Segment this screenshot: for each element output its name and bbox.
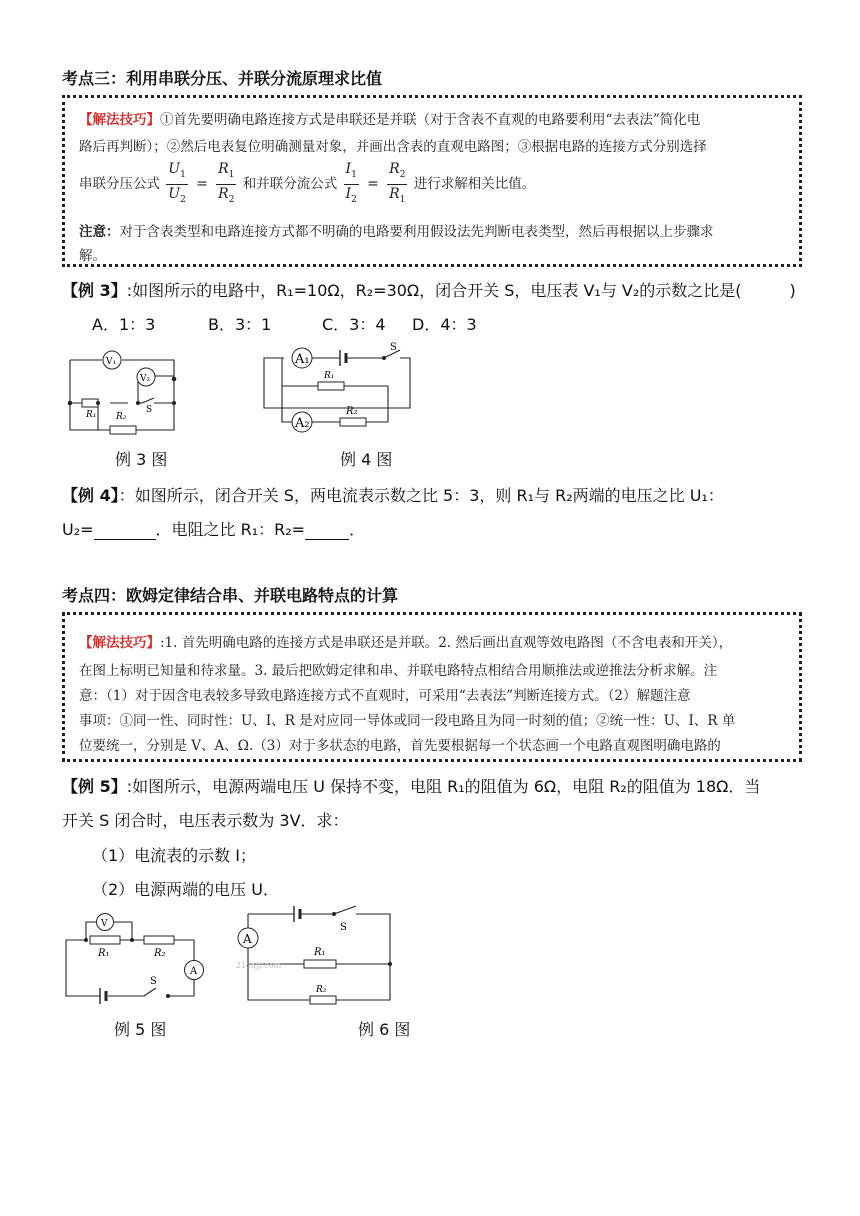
tip-line-3: 意：（1）对于因含电表较多导致电路连接方式不直观时，可采用“去表法”判断连接方式。（2）解题注意 (79, 688, 691, 704)
r1-resistor (82, 399, 98, 407)
ex5-question-line2: 开关 S 闭合时，电压表示数为 3V．求： (62, 811, 349, 830)
tip-line-1: 【解法技巧】:1. 首先明确电路的连接方式是串联还是并联。2. 然后画出直观等效电路图（不含电表和开关）， (79, 635, 733, 651)
r2-resistor (110, 426, 136, 434)
r1-resistor (304, 960, 336, 968)
tip-line-5: 位要统一，分别是 V、A、Ω.（3）对于多状态的电路，首先要根据每一个状态画一个电路直观图明确电路的 (79, 738, 721, 754)
option-c: C．3：4 (322, 315, 386, 334)
formula-i-ratio: $\frac{I_1}{I_2}$ (345, 161, 357, 205)
v2-label: V₂ (140, 374, 151, 384)
v-label: V (101, 919, 108, 929)
r2-label: R₂ (116, 412, 127, 422)
ex5-fig-caption: 例 5 图 (114, 1020, 167, 1039)
switch-label: S (146, 405, 153, 415)
section4-title: 考点四：欧姆定律结合串、并联电路特点的计算 (62, 586, 399, 605)
a1-label: A₁ (295, 352, 310, 367)
r1-label: R₁ (98, 948, 110, 959)
r1-resistor (90, 936, 120, 944)
a2-label: A₂ (295, 416, 310, 431)
note-line-1: 注意：对于含表类型和电路连接方式都不明确的电路要利用假设法先判断电表类型，然后再根据以上步骤求 (79, 224, 714, 240)
r1-resistor (318, 382, 344, 390)
ex3-fig-caption: 例 3 图 (115, 450, 168, 469)
option-b: B．3：1 (208, 315, 272, 334)
tip-line-2: 路后再判断）；②然后电表复位明确测量对象，并画出含表的直观电路图；③根据电路的连接方式分别选择 (79, 139, 707, 155)
formula-r-inverse-ratio: $\frac{R_2}{R_1}$ (389, 161, 406, 205)
r2-label: R₂ (154, 948, 166, 959)
ex3-circuit-diagram (62, 346, 188, 438)
r2-resistor (144, 936, 174, 944)
switch-label: S (390, 342, 397, 353)
ex4-circuit-diagram (260, 338, 418, 440)
ex3-question: 【例 3】:如图所示的电路中，R₁=10Ω，R₂=30Ω，闭合开关 S，电压表 V₁与 V₂的示数之比是( ) (62, 281, 796, 300)
section3-tip-box (62, 95, 802, 267)
tip-label: 【解法技巧】 (79, 112, 160, 128)
ex6-fig-caption: 例 6 图 (358, 1020, 411, 1039)
tip-line-2: 在图上标明已知量和待求量。3. 最后把欧姆定律和串、并联电路特点相结合用顺推法或逆推法分析求解。注 (79, 663, 718, 679)
switch-label: S (340, 922, 347, 933)
r1-label: R₁ (314, 947, 326, 958)
r1-label: R₁ (324, 371, 335, 381)
watermark: 21cnjy.com (236, 961, 282, 970)
a-label: A (243, 932, 252, 946)
v1-label: V₁ (106, 357, 117, 367)
ex5-subquestion-1: （1）电流表的示数 I； (92, 846, 256, 865)
tip-label: 【解法技巧】 (79, 635, 160, 651)
ex5-subquestion-2: （2）电源两端的电压 U． (92, 880, 279, 899)
r1-label: R₁ (86, 410, 97, 420)
r2-label: R₂ (316, 985, 327, 995)
option-a: A．1：3 (92, 315, 156, 334)
option-d: D．4：3 (412, 315, 477, 334)
ex3-options (92, 312, 477, 335)
note-line-2: 解。 (79, 248, 106, 264)
ex4-question-line2: U₂= ．电阻之比 R₁：R₂= ． (62, 520, 366, 539)
answer-blank-resistance-ratio[interactable] (305, 520, 349, 540)
formula-r-ratio: $\frac{R_1}{R_2}$ (218, 161, 235, 205)
tip-line-3: 串联分压公式 $\frac{U_1}{U_2}$ = $\frac{R_1}{R_2}$ 和并联分流公式 $\frac{I_1}{I_2}$ = $\frac{R_2}{R_1}$ 进行求解相关比值。 (79, 160, 535, 209)
formula-u-ratio: $\frac{U_1}{U_2}$ (168, 161, 186, 205)
answer-blank-voltage-ratio[interactable] (94, 520, 156, 540)
ex5-question: 【例 5】:如图所示，电源两端电压 U 保持不变，电阻 R₁的阻值为 6Ω，电阻 R₂的阻值为 18Ω．当 (62, 777, 761, 796)
section3-title: 考点三：利用串联分压、并联分流原理求比值 (62, 69, 383, 88)
ex5-circuit-diagram (62, 906, 212, 1006)
section4-tip-box (62, 612, 802, 762)
ex6-circuit-diagram (230, 900, 400, 1010)
ex4-question: 【例 4】：如图所示，闭合开关 S，两电流表示数之比 5：3，则 R₁与 R₂两端的电压之比 U₁： (62, 486, 724, 505)
r2-label: R₂ (346, 406, 358, 417)
switch-label: S (150, 976, 157, 987)
ex4-fig-caption: 例 4 图 (340, 450, 393, 469)
tip-line-4: 事项：①同一性、同时性：U、I、R 是对应同一导体或同一段电路且为同一时刻的值；②统一性：U、I、R 单 (79, 713, 736, 729)
a-label: A (190, 966, 198, 977)
r2-resistor (310, 996, 336, 1004)
r2-resistor (340, 418, 366, 426)
tip-line-1: 【解法技巧】①首先要明确电路连接方式是串联还是并联（对于含表不直观的电路要利用“去表法”简化电 (79, 112, 701, 128)
